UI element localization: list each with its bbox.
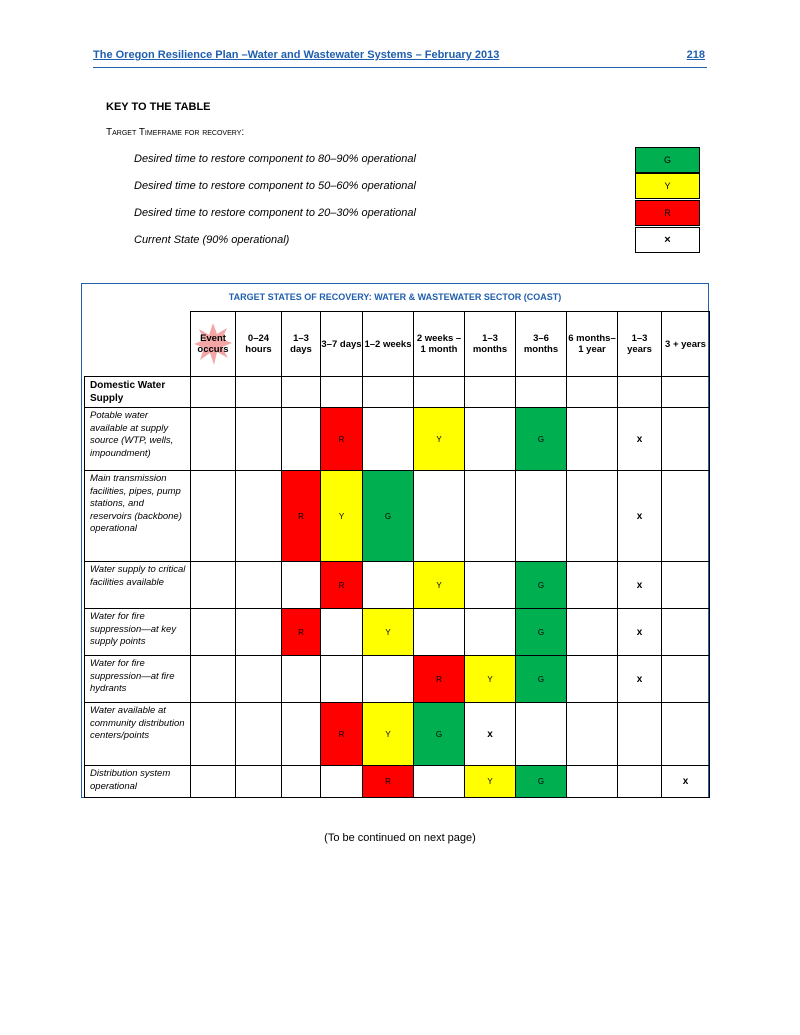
empty-cell	[567, 703, 618, 766]
table-header-row	[85, 312, 710, 377]
empty-cell	[662, 609, 710, 656]
empty-cell	[618, 703, 662, 766]
status-cell-yellow: Y	[465, 656, 516, 703]
empty-cell	[363, 656, 414, 703]
empty-cell	[191, 703, 236, 766]
column-header-0-24-hours: 0–24 hours	[236, 312, 282, 377]
legend-text-yellow: Desired time to restore component to 50–60% operational	[134, 180, 416, 192]
legend-swatch-green: G	[635, 147, 700, 173]
current-state-mark: x	[618, 656, 662, 703]
empty-cell	[236, 703, 282, 766]
column-header-1-3-years: 1–3 years	[618, 312, 662, 377]
status-cell-yellow: Y	[363, 609, 414, 656]
group-row	[85, 377, 710, 408]
status-cell-green: G	[414, 703, 465, 766]
empty-cell	[236, 408, 282, 471]
current-state-mark: x	[618, 408, 662, 471]
current-state-mark: x	[618, 471, 662, 562]
component-label: Water for fire suppression—at fire hydrants	[85, 656, 191, 703]
status-cell-red: R	[321, 562, 363, 609]
empty-cell	[321, 656, 363, 703]
empty-cell	[282, 766, 321, 798]
document-title: The Oregon Resilience Plan –Water and Wastewater Systems – February 2013	[93, 49, 500, 61]
empty-cell	[414, 766, 465, 798]
key-heading: KEY TO THE TABLE	[106, 101, 211, 113]
empty-cell	[567, 656, 618, 703]
page-number: 218	[686, 49, 705, 61]
table-cell	[618, 377, 662, 408]
status-cell-yellow: Y	[465, 766, 516, 798]
legend-text-current: Current State (90% operational)	[134, 234, 290, 246]
header-corner	[85, 312, 191, 377]
table-cell	[236, 377, 282, 408]
empty-cell	[363, 408, 414, 471]
column-header-2-weeks-1-month: 2 weeks – 1 month	[414, 312, 465, 377]
status-cell-red: R	[321, 703, 363, 766]
column-header-1-3-months: 1–3 months	[465, 312, 516, 377]
empty-cell	[321, 766, 363, 798]
empty-cell	[567, 471, 618, 562]
table-row	[85, 562, 710, 609]
legend-swatch-red: R	[635, 200, 700, 226]
legend-text-red: Desired time to restore component to 20–30% operational	[134, 207, 416, 219]
continued-note: (To be continued on next page)	[324, 832, 476, 844]
status-cell-red: R	[414, 656, 465, 703]
table-cell	[567, 377, 618, 408]
status-cell-green: G	[516, 766, 567, 798]
component-label: Water available at community distribution centers/points	[85, 703, 191, 766]
empty-cell	[363, 562, 414, 609]
component-label: Potable water available at supply source (WTP, wells, impoundment)	[85, 408, 191, 471]
empty-cell	[236, 766, 282, 798]
column-header-3-plus-years: 3 + years	[662, 312, 710, 377]
legend-swatch-current: ×	[635, 227, 700, 253]
current-state-mark: x	[465, 703, 516, 766]
empty-cell	[662, 562, 710, 609]
empty-cell	[282, 703, 321, 766]
legend-swatch-yellow: Y	[635, 173, 700, 199]
table-cell	[662, 377, 710, 408]
status-cell-yellow: Y	[414, 562, 465, 609]
column-header-label: Event occurs	[197, 333, 229, 355]
status-cell-red: R	[282, 471, 321, 562]
empty-cell	[465, 562, 516, 609]
empty-cell	[567, 766, 618, 798]
empty-cell	[465, 408, 516, 471]
empty-cell	[465, 471, 516, 562]
empty-cell	[191, 471, 236, 562]
column-header-1-3-days: 1–3 days	[282, 312, 321, 377]
table-row	[85, 703, 710, 766]
empty-cell	[516, 703, 567, 766]
empty-cell	[662, 408, 710, 471]
table-row	[85, 766, 710, 798]
table-row	[85, 408, 710, 471]
table-cell	[321, 377, 363, 408]
table-cell	[516, 377, 567, 408]
empty-cell	[321, 609, 363, 656]
component-label: Distribution system operational	[85, 766, 191, 798]
table-cell	[282, 377, 321, 408]
empty-cell	[414, 471, 465, 562]
recovery-table	[84, 311, 710, 798]
key-subheading: Target Timeframe for recovery:	[106, 127, 245, 138]
empty-cell	[191, 609, 236, 656]
column-header-event-occurs	[191, 312, 236, 377]
component-label: Main transmission facilities, pipes, pump stations, and reservoirs (backbone) operational	[85, 471, 191, 562]
empty-cell	[236, 471, 282, 562]
legend-text-green: Desired time to restore component to 80–90% operational	[134, 153, 416, 165]
status-cell-yellow: Y	[414, 408, 465, 471]
empty-cell	[191, 656, 236, 703]
table-cell	[191, 377, 236, 408]
status-cell-green: G	[516, 408, 567, 471]
status-cell-green: G	[363, 471, 414, 562]
empty-cell	[662, 656, 710, 703]
table-cell	[465, 377, 516, 408]
empty-cell	[618, 766, 662, 798]
empty-cell	[662, 471, 710, 562]
column-header-3-6-months: 3–6 months	[516, 312, 567, 377]
status-cell-red: R	[321, 408, 363, 471]
status-cell-red: R	[363, 766, 414, 798]
component-label: Water supply to critical facilities available	[85, 562, 191, 609]
empty-cell	[567, 408, 618, 471]
empty-cell	[236, 656, 282, 703]
table-row	[85, 471, 710, 562]
column-header-6-months-1-year: 6 months–1 year	[567, 312, 618, 377]
empty-cell	[567, 562, 618, 609]
status-cell-green: G	[516, 656, 567, 703]
empty-cell	[191, 408, 236, 471]
table-row	[85, 656, 710, 703]
empty-cell	[236, 562, 282, 609]
group-label: Domestic Water Supply	[85, 377, 191, 408]
current-state-mark: x	[618, 562, 662, 609]
table-row	[85, 609, 710, 656]
empty-cell	[567, 609, 618, 656]
empty-cell	[516, 471, 567, 562]
status-cell-green: G	[516, 562, 567, 609]
current-state-mark: x	[662, 766, 710, 798]
status-cell-green: G	[516, 609, 567, 656]
empty-cell	[191, 766, 236, 798]
table-title: TARGET STATES OF RECOVERY: WATER & WASTEWATER SECTOR (COAST)	[228, 292, 562, 302]
column-header-1-2-weeks: 1–2 weeks	[363, 312, 414, 377]
empty-cell	[282, 408, 321, 471]
empty-cell	[465, 609, 516, 656]
status-cell-yellow: Y	[363, 703, 414, 766]
status-cell-yellow: Y	[321, 471, 363, 562]
empty-cell	[236, 609, 282, 656]
status-cell-red: R	[282, 609, 321, 656]
running-header	[93, 49, 707, 68]
empty-cell	[282, 656, 321, 703]
empty-cell	[282, 562, 321, 609]
table-cell	[363, 377, 414, 408]
empty-cell	[191, 562, 236, 609]
component-label: Water for fire suppression—at key supply points	[85, 609, 191, 656]
empty-cell	[414, 609, 465, 656]
current-state-mark: x	[618, 609, 662, 656]
table-cell	[414, 377, 465, 408]
column-header-3-7-days: 3–7 days	[321, 312, 363, 377]
empty-cell	[662, 703, 710, 766]
